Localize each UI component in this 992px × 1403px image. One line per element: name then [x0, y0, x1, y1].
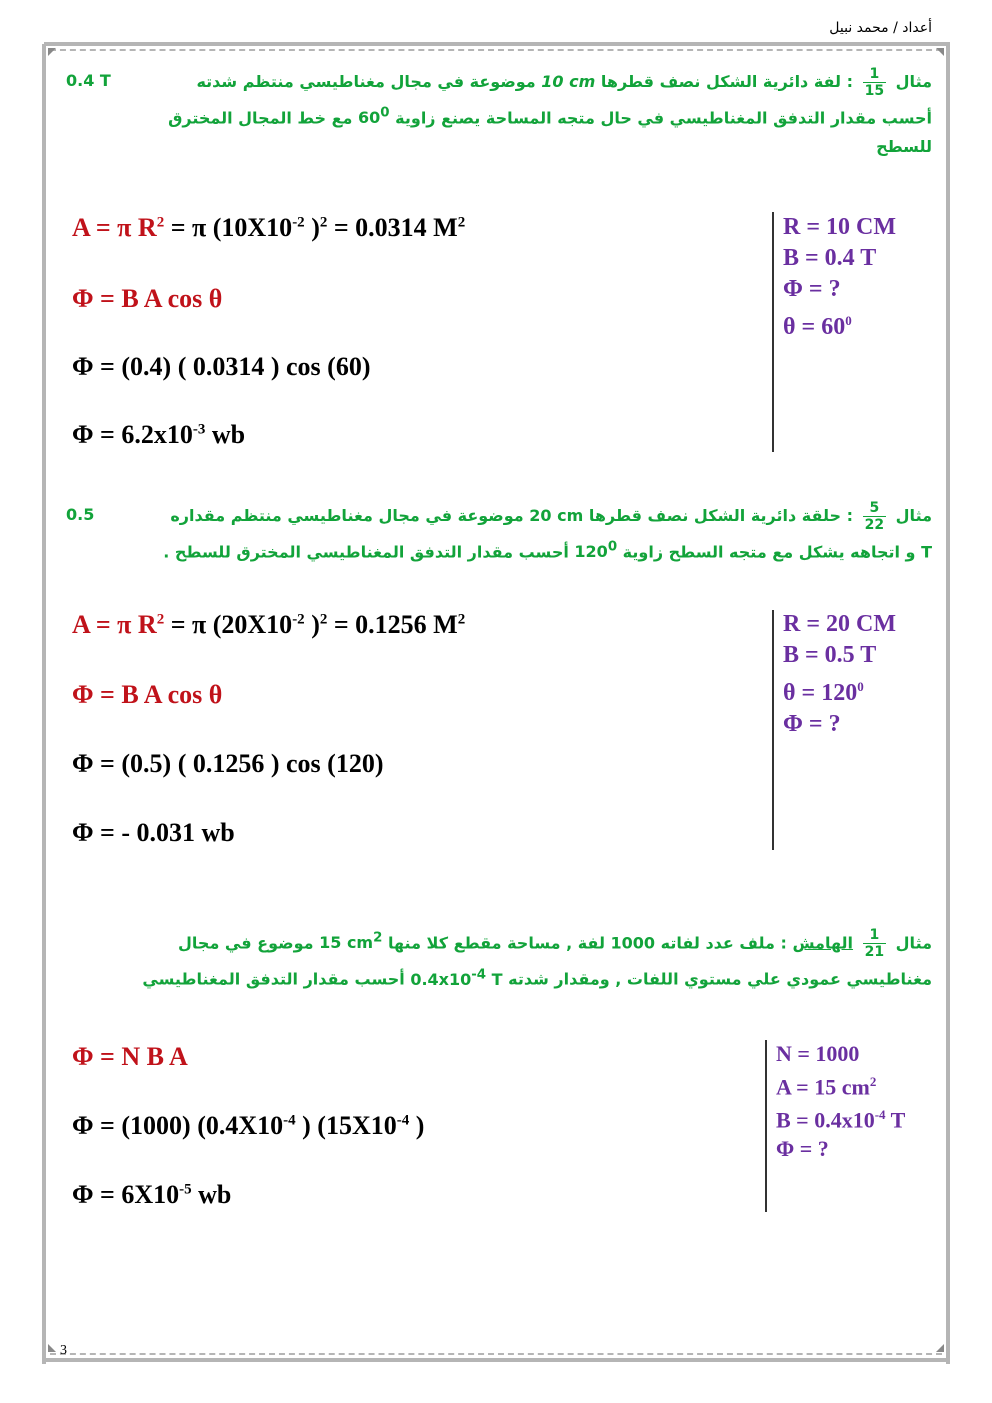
example-number-fraction: $\frac{1}{21}$ — [864, 927, 885, 961]
example-1-given-values: R = 10 CM B = 0.4 T Φ = ? $\theta = 60^0$ — [783, 214, 896, 340]
frame-inner-bottom — [50, 1353, 942, 1355]
example-3-question — [66, 924, 932, 994]
example-1-flux-formula: Φ = B A cos θ — [72, 284, 223, 313]
example-3-substitution: Φ = (1000) ($0.4X10^{-4}$ ) ($15X10^{-4}$ ) — [72, 1111, 425, 1140]
frame-top — [44, 42, 950, 46]
example-1-line-3: للسطح — [876, 137, 932, 157]
example-2-area-equation: A = π $R^2 = \pi$ ($20X10^{-2}$ )$^2$ = 0.1256 $M^2$ — [72, 610, 466, 639]
example-3-line-1: مثال $\frac{1}{21}$ الهامش : ملف عدد لفاته 1000 لفة , مساحة مقطع كلا منها 15 $cm^2$ موضوع في مجال — [178, 927, 932, 961]
frame-inner-top — [50, 49, 942, 51]
author-credit: أعداد / محمد نبيل — [829, 20, 932, 36]
example-1-area-equation: A = π $R^2 = \pi$ ($10X10^{-2}$ )$^2$ = 0.0314 $M^2$ — [72, 213, 466, 242]
example-number-fraction: $\frac{5}{22}$ — [864, 500, 885, 533]
example-2-result: Φ = - 0.031 wb — [72, 818, 235, 847]
example-3-result: $\Phi = 6X10^{-5}$ wb — [72, 1180, 232, 1209]
example-1-line-1: مثال $\frac{1}{15}$ : لفة دائرية الشكل نصف قطرها 10 cm موضوعة في مجال مغناطيسي منتظم شدته 0.4 T — [66, 66, 932, 99]
example-1-substitution: Φ = (0.4) ( 0.0314 ) cos (60) — [72, 352, 371, 381]
corner-mark-icon — [936, 1344, 944, 1352]
page-number: 3 — [60, 1343, 67, 1358]
example-3-line-2: مغناطيسي عمودي علي مستوي اللفات , ومقدار شدته $0.4x10^{-4}$ T أحسب مقدار التدفق المغناطيسي — [142, 967, 932, 989]
example-2-given-values: R = 20 CM B = 0.5 T $\theta = 120^0$ Φ = ? — [783, 611, 896, 737]
example-3-flux-formula: Φ = N B A — [72, 1042, 188, 1071]
example-1-question — [66, 66, 932, 161]
example-3-given-values: N = 1000 A = 15 $cm^2$ $B = 0.4x10^{-4}$ T Φ = ? — [776, 1041, 906, 1161]
divider-line — [772, 212, 774, 452]
example-2-line-2: T و اتجاهه يشكل مع متجه السطح زاوية $120^0$ أحسب مقدار التدفق المغناطيسي المخترق للسطح . — [163, 540, 932, 562]
example-2-flux-formula: Φ = B A cos θ — [72, 680, 223, 709]
corner-mark-icon — [48, 48, 56, 56]
frame-right — [946, 44, 950, 1364]
example-1-result: $\Phi = 6.2x10^{-3}$ wb — [72, 420, 246, 449]
example-2-substitution: Φ = (0.5) ( 0.1256 ) cos (120) — [72, 749, 384, 778]
corner-mark-icon — [936, 48, 944, 56]
frame-bottom — [44, 1358, 950, 1362]
example-2-question — [66, 500, 932, 566]
divider-line — [765, 1040, 767, 1212]
divider-line — [772, 610, 774, 850]
corner-mark-icon — [48, 1344, 56, 1352]
example-2-line-1: مثال $\frac{5}{22}$ : حلقة دائرية الشكل نصف قطرها 20 cm موضوعة في مجال مغناطيسي منتظم مقداره 0.5 — [66, 500, 932, 533]
example-1-line-2: أحسب مقدار التدفق المغناطيسي في حال متجه المساحة يصنع زاوية $60^0$ مع خط المجال المخترق — [168, 106, 932, 128]
frame-left — [42, 44, 46, 1364]
example-number-fraction: $\frac{1}{15}$ — [864, 66, 885, 99]
